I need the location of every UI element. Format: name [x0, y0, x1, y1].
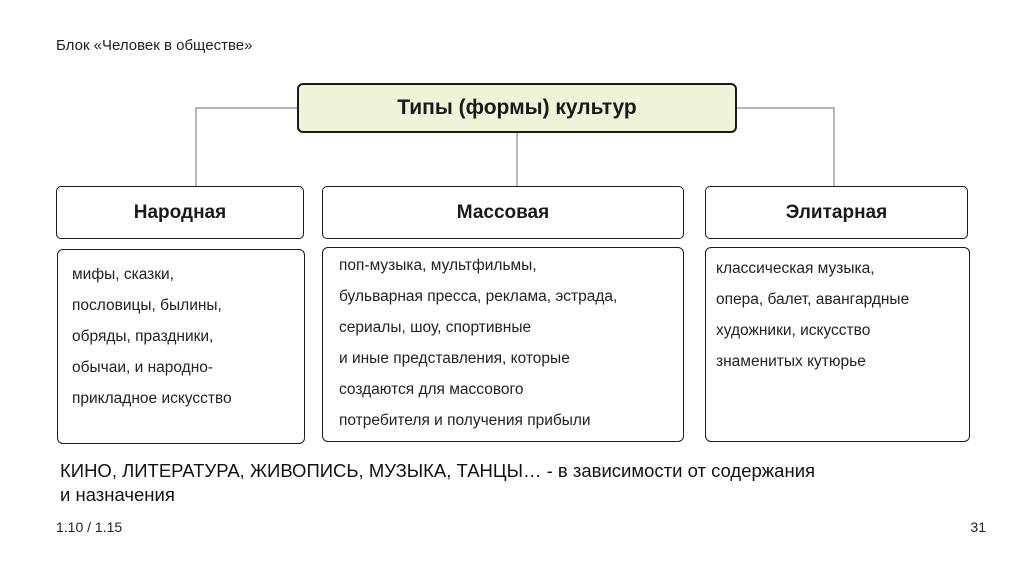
footer-note: [60, 459, 990, 507]
folk-culture-title: Народная: [133, 201, 227, 223]
elite-culture-node: [705, 186, 968, 239]
footer-note-line1: КИНО, ЛИТЕРАТУРА, ЖИВОПИСЬ, МУЗЫКА, ТАНЦЫ… - в зависимости от содержания: [60, 460, 816, 481]
list-item: обычаи, и народно-: [72, 359, 214, 376]
list-item: художники, искусство: [716, 322, 871, 339]
block-label: Блок «Человек в обществе»: [56, 37, 253, 54]
list-item: потребителя и получения прибыли: [339, 412, 591, 429]
footer-note-line2: и назначения: [60, 484, 175, 505]
root-node-label: Типы (формы) культур: [397, 96, 637, 119]
elite-culture-title: Элитарная: [785, 201, 888, 223]
slide-code: 1.10 / 1.15: [56, 519, 123, 535]
list-item: сериалы, шоу, спортивные: [339, 319, 532, 336]
list-item: знаменитых кутюрье: [716, 353, 866, 370]
list-item: классическая музыка,: [716, 260, 875, 277]
mass-culture-list: [322, 247, 684, 442]
list-item: опера, балет, авангардные: [716, 291, 910, 308]
list-item: поп-музыка, мультфильмы,: [339, 257, 537, 274]
connector-right: [737, 108, 834, 186]
root-node: [297, 83, 737, 133]
list-item: бульварная пресса, реклама, эстрада,: [339, 288, 618, 305]
folk-culture-node: [56, 186, 304, 239]
list-item: мифы, сказки,: [72, 266, 174, 283]
list-item: создаются для массового: [339, 381, 524, 398]
folk-culture-list: [57, 249, 305, 444]
mass-culture-node: [322, 186, 684, 239]
list-item: и иные представления, которые: [339, 350, 570, 367]
list-item: прикладное искусство: [72, 390, 232, 407]
list-item: обряды, праздники,: [72, 328, 214, 345]
connector-left: [196, 108, 297, 186]
mass-culture-title: Массовая: [456, 201, 550, 223]
elite-culture-list: [705, 247, 970, 442]
list-item: пословицы, былины,: [72, 297, 222, 314]
page-number: 31: [970, 519, 986, 535]
